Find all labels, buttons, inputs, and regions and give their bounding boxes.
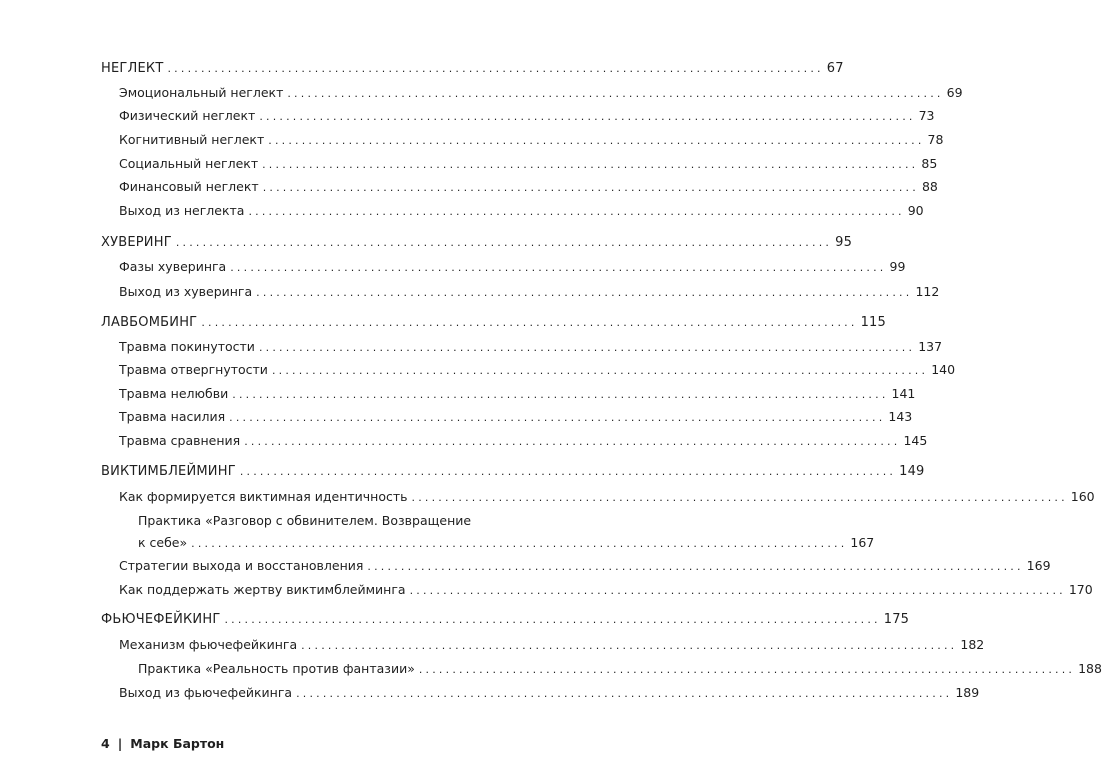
toc-section [119, 339, 943, 356]
toc-subsection-first-line: Практика «Разговор с обвинителем. Возвращение [138, 513, 472, 528]
toc-section [119, 85, 963, 102]
toc-entry-title: Выход из фьючефейкинга [119, 685, 293, 700]
dot-leader: .................................................................................................. [262, 158, 919, 171]
toc-entry-title: Физический неглект [119, 108, 256, 123]
toc-entry-page: 188 [1078, 661, 1102, 676]
toc-subsection [138, 535, 875, 552]
dot-leader: .................................................................................................. [262, 181, 919, 194]
toc-chapter [101, 235, 853, 251]
toc-chapter [101, 612, 910, 628]
dot-leader: .................................................................................................. [229, 411, 886, 424]
toc-entry-page: 67 [826, 61, 844, 76]
toc-entry-title: Выход из хуверинга [119, 284, 253, 299]
toc-entry-title: НЕГЛЕКТ [101, 61, 164, 76]
toc-entry-title: ФЬЮЧЕФЕЙКИНГ [101, 612, 221, 627]
dot-leader: .................................................................................................. [418, 663, 1076, 676]
footer-author: Марк Бартон [130, 736, 225, 751]
toc-entry-page: 115 [860, 315, 886, 330]
footer-page-number: 4 [101, 736, 110, 751]
toc-entry-page: 182 [960, 637, 985, 652]
toc-entry-title: Травма покинутости [119, 339, 255, 354]
dot-leader: .................................................................................................. [411, 491, 1068, 504]
dot-leader: .................................................................................................. [239, 465, 897, 478]
toc-chapter [101, 315, 886, 331]
toc-entry-title: ЛАВБОМБИНГ [101, 315, 198, 330]
toc-entry-title: Выход из неглекта [119, 203, 245, 218]
toc-section [119, 558, 1051, 575]
dot-leader: .................................................................................................. [191, 537, 848, 550]
toc-entry-page: 90 [907, 203, 924, 218]
dot-leader: .................................................................................................. [248, 205, 905, 218]
toc-section [119, 203, 924, 220]
toc-entry-page: 78 [927, 132, 944, 147]
toc-section [119, 582, 1093, 599]
toc-entry-page: 69 [946, 85, 963, 100]
toc-entry-page: 143 [888, 409, 913, 424]
toc-section [119, 637, 985, 654]
page-footer [101, 736, 224, 751]
toc-entry-title: Фазы хуверинга [119, 259, 227, 274]
toc-entry-page: 73 [918, 108, 935, 123]
dot-leader: .................................................................................................. [230, 261, 887, 274]
toc-chapter [101, 464, 925, 480]
toc-entry-title: Финансовый неглект [119, 179, 259, 194]
toc-entry-title: ХУВЕРИНГ [101, 235, 172, 250]
toc-entry-title: Социальный неглект [119, 156, 259, 171]
toc-entry-page: 167 [850, 535, 875, 550]
toc-entry-title: Травма сравнения [119, 433, 241, 448]
dot-leader: .................................................................................................. [201, 316, 858, 329]
toc-section [119, 409, 913, 426]
dot-leader: .................................................................................................. [259, 110, 916, 123]
toc-subsection [138, 661, 1102, 678]
toc-entry-page: 169 [1026, 558, 1051, 573]
dot-leader: .................................................................................................. [232, 388, 889, 401]
toc-entry-page: 141 [891, 386, 916, 401]
toc-section [119, 259, 906, 276]
toc-section [119, 156, 938, 173]
toc-entry-title: Как поддержать жертву виктимблейминга [119, 582, 406, 597]
dot-leader: .................................................................................................. [367, 560, 1024, 573]
dot-leader: .................................................................................................. [244, 435, 901, 448]
toc-entry-title: Когнитивный неглект [119, 132, 265, 147]
dot-leader: .................................................................................................. [271, 364, 929, 377]
toc-entry-page: 160 [1070, 489, 1095, 504]
toc-section [119, 386, 916, 403]
toc-entry-page: 189 [955, 685, 980, 700]
toc-chapter [101, 61, 844, 77]
dot-leader: .................................................................................................. [296, 687, 953, 700]
toc-entry-title: Механизм фьючефейкинга [119, 637, 298, 652]
dot-leader: .................................................................................................. [301, 639, 958, 652]
toc-entry-page: 137 [918, 339, 943, 354]
toc-entry-page: 85 [921, 156, 938, 171]
dot-leader: .................................................................................................. [287, 87, 944, 100]
dot-leader: .................................................................................................. [409, 584, 1066, 597]
dot-leader: .................................................................................................. [175, 236, 833, 249]
toc-entry-title: Травма насилия [119, 409, 226, 424]
dot-leader: .................................................................................................. [268, 134, 925, 147]
toc-entry-page: 88 [921, 179, 938, 194]
toc-entry-page: 145 [903, 433, 928, 448]
toc-section [119, 179, 938, 196]
toc-section [119, 489, 1095, 506]
toc-entry-title: Стратегии выхода и восстановления [119, 558, 364, 573]
toc-entry-title: ВИКТИМБЛЕЙМИНГ [101, 464, 236, 479]
dot-leader: .................................................................................................. [256, 286, 913, 299]
toc-entry-title: Травма нелюбви [119, 386, 229, 401]
toc-section [119, 132, 944, 149]
toc-section [119, 362, 956, 379]
toc-entry-page: 95 [835, 235, 853, 250]
toc-entry-title: к себе» [138, 535, 188, 550]
toc-entry-title: Практика «Реальность против фантазии» [138, 661, 415, 676]
toc-entry-title: Как формируется виктимная идентичность [119, 489, 408, 504]
toc-section [119, 685, 980, 702]
toc-entry-title: Эмоциональный неглект [119, 85, 284, 100]
toc-entry-page: 112 [915, 284, 940, 299]
dot-leader: .................................................................................................. [224, 613, 881, 626]
toc-entry-page: 149 [899, 464, 925, 479]
dot-leader: .................................................................................................. [167, 62, 824, 75]
footer-separator: | [117, 736, 123, 751]
toc-entry-title: Травма отвергнутости [119, 362, 268, 377]
toc-entry-page: 99 [889, 259, 906, 274]
toc-entry-page: 175 [883, 612, 910, 627]
toc-entry-page: 140 [931, 362, 956, 377]
dot-leader: .................................................................................................. [258, 341, 916, 354]
toc-entry-page: 170 [1068, 582, 1093, 597]
toc-section [119, 433, 928, 450]
toc-section [119, 108, 935, 125]
toc-section [119, 284, 940, 301]
